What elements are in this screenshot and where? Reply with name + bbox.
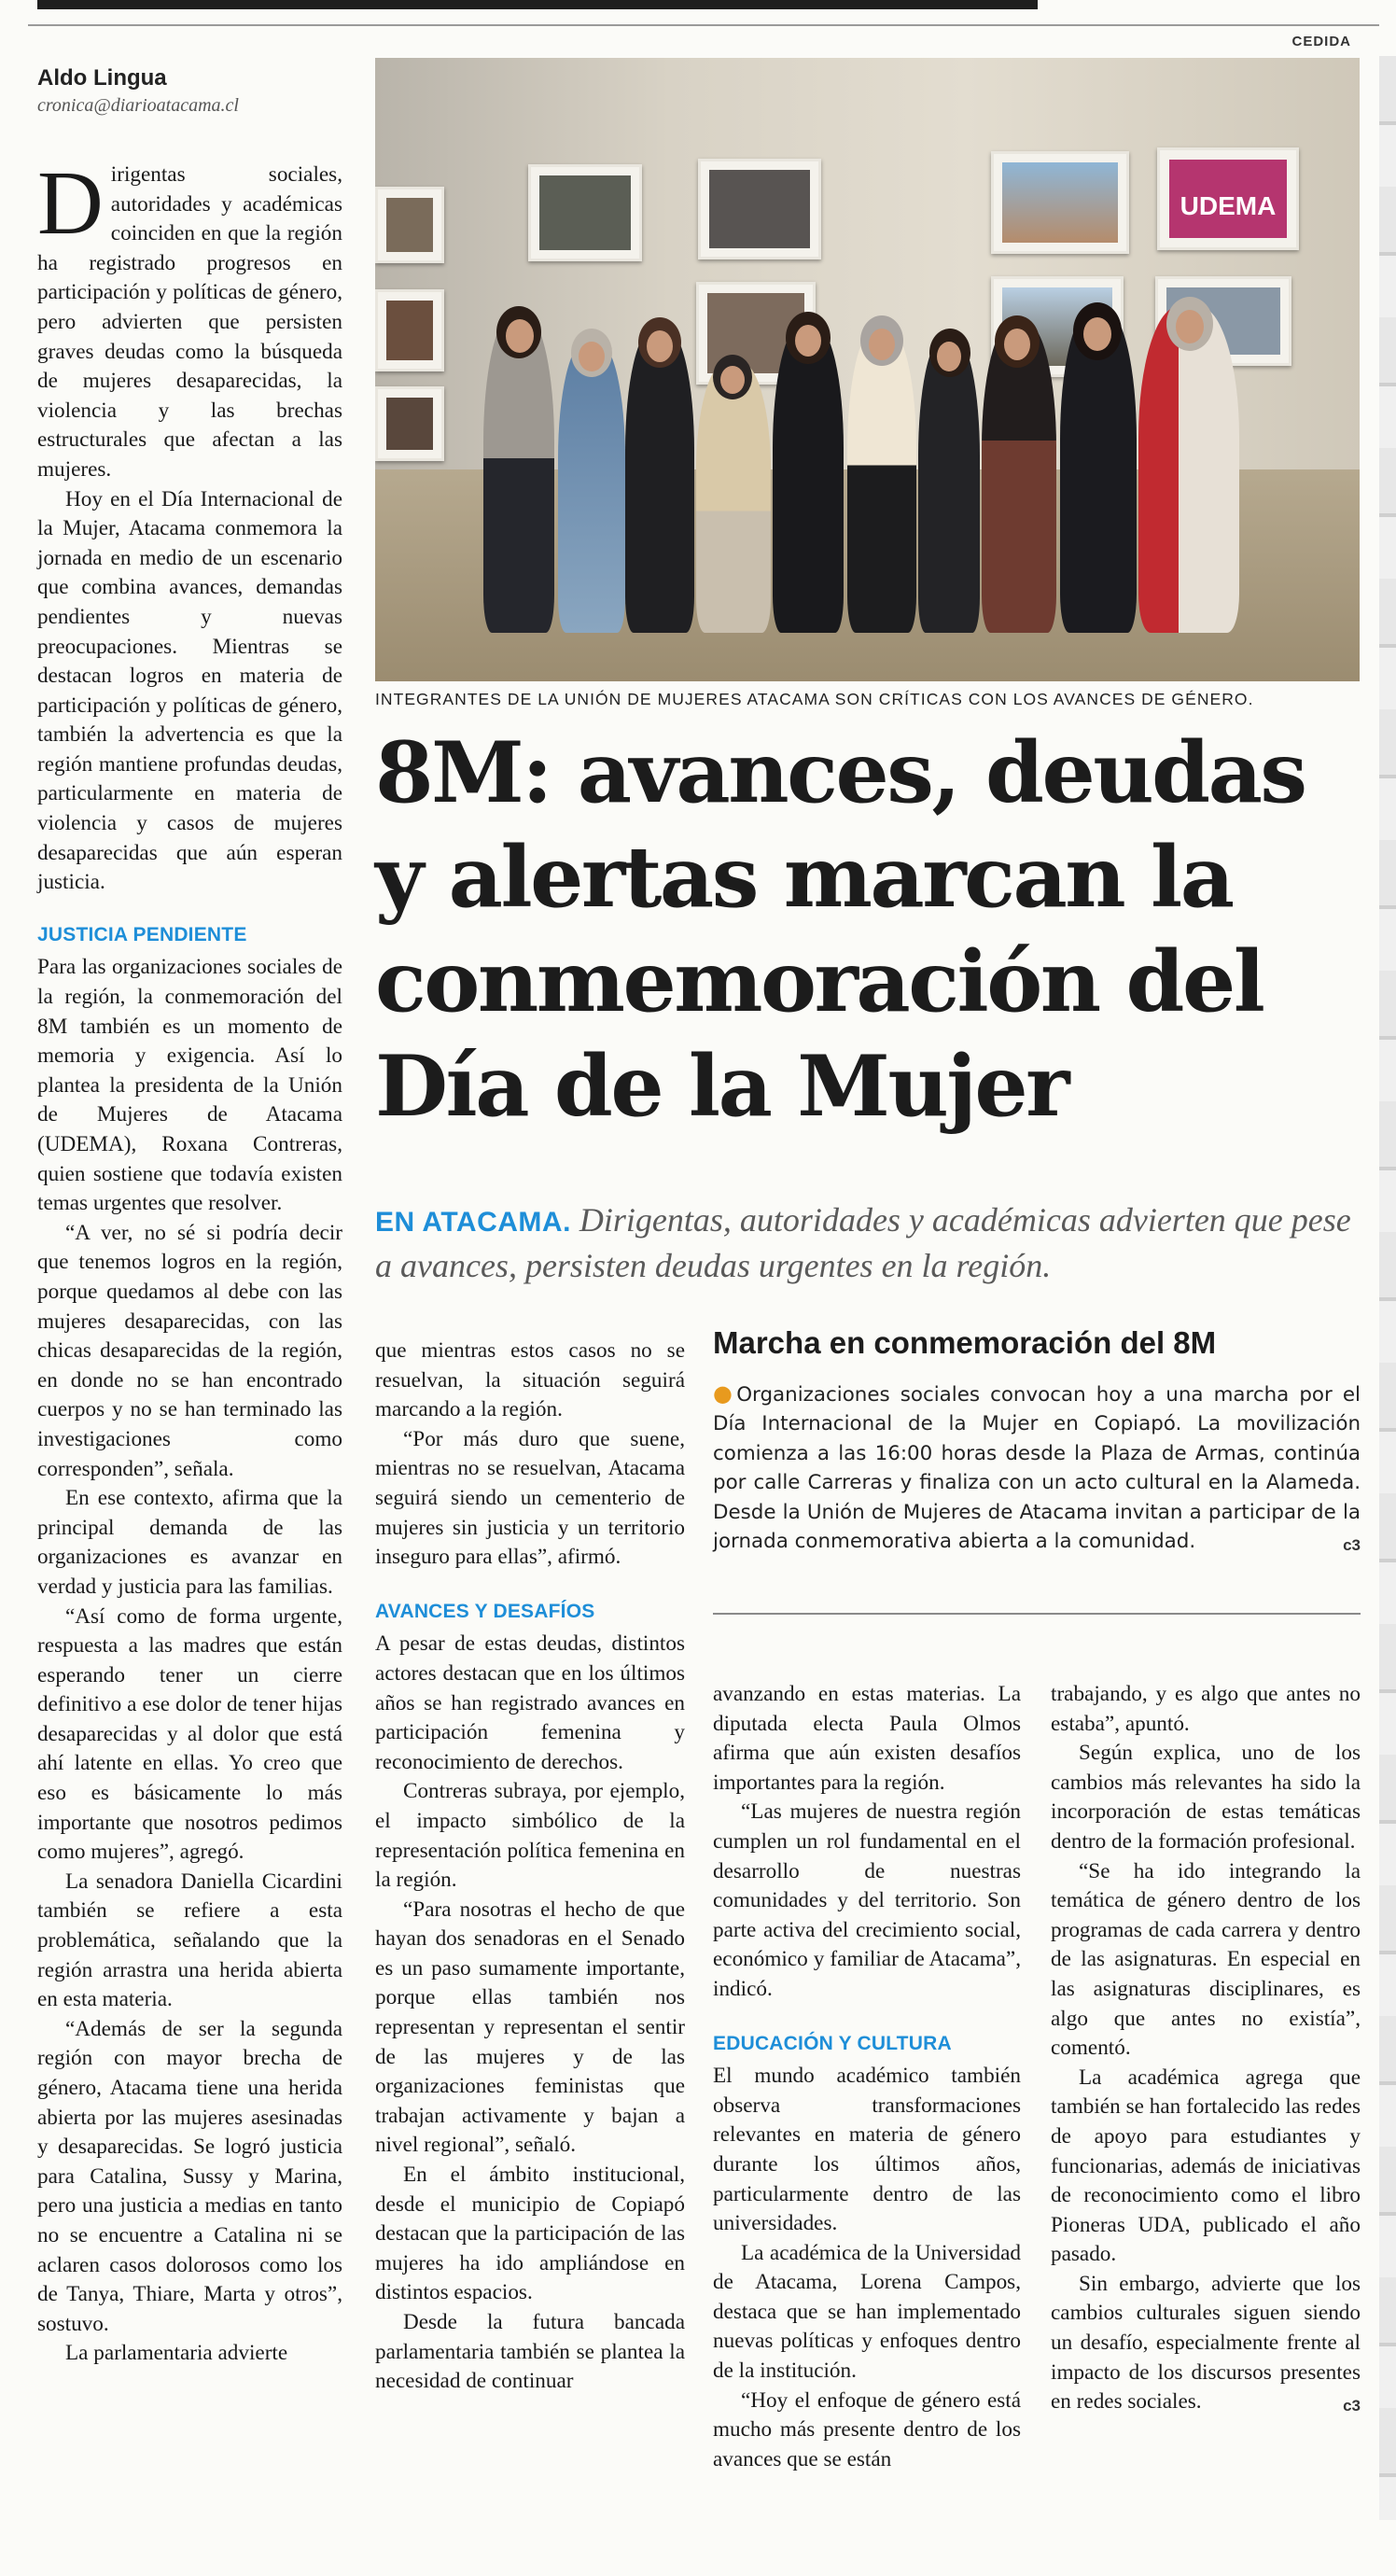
article-photo bbox=[375, 58, 1360, 681]
paragraph: “Se ha ido integrando la temática de género dentro de los programas de cada carrera y dentro de las asignaturas. En especial en las asignaturas disciplinares, es algo que antes no existía”, comentó. bbox=[1051, 1858, 1361, 2061]
paragraph: trabajando, y es algo que antes no estaba”, apuntó. bbox=[1051, 1682, 1361, 1736]
top-rule bbox=[28, 24, 1379, 26]
woman-figure bbox=[696, 362, 771, 633]
subhead-educacion: EDUCACIÓN Y CULTURA bbox=[713, 2032, 952, 2054]
woman-figure bbox=[483, 315, 554, 633]
paragraph: Contreras subraya, por ejemplo, el impacto simbólico de la representación política femenina en la región. bbox=[375, 1779, 685, 1893]
column-2 bbox=[375, 1337, 685, 2397]
deck-lead: EN ATACAMA. bbox=[375, 1207, 571, 1238]
woman-figure bbox=[1138, 306, 1239, 633]
exhibit-frame bbox=[1157, 147, 1299, 250]
column-3 bbox=[713, 1680, 1021, 2474]
subhead-justicia: JUSTICIA PENDIENTE bbox=[37, 923, 247, 945]
exhibit-frame bbox=[528, 164, 642, 261]
paragraph: En el ámbito institucional, desde el municipio de Copiapó destacan que la participación de las mujeres ha ido ampliándose en distintos espacios. bbox=[375, 2163, 685, 2305]
lead-text: irigentas sociales, autoridades y académicas coinciden en que la región ha registrado progresos en participación y políticas de género, pero advierten que persisten graves deudas como la búsqueda de mujeres desaparecidas, la violencia y las brechas estructurales que afectan a las mujeres. bbox=[37, 162, 342, 482]
paragraph: “A ver, no sé si podría decir que tenemos logros en la región, porque quedamos al debe con las mujeres desaparecidas, con las chicas desaparecidas de la región, en donde no se han encontrado cuerpos y no se han terminado las investigaciones como corresponden”, señala. bbox=[37, 1220, 342, 1481]
box-title: Marcha en conmemoración del 8M bbox=[713, 1325, 1217, 1360]
box-bottom-rule bbox=[713, 1613, 1361, 1615]
photo-credit: CEDIDA bbox=[1291, 34, 1351, 49]
exhibit-frame bbox=[991, 151, 1129, 254]
box-text: Organizaciones sociales convocan hoy a una marcha por el Día Internacional de la Mujer en Copiapó. La movilización comienza a las 16:00 horas desde la Plaza de Armas, continúa por calle Carreras y finaliza con un acto cultural en la Alameda. Desde la Unión de Mujeres de Atacama invitan a participar de la jornada conmemorativa abierta a la comunidad. bbox=[713, 1383, 1361, 1554]
subhead-avances: AVANCES Y DESAFÍOS bbox=[375, 1600, 595, 1622]
woman-head bbox=[786, 312, 831, 364]
paragraph: Desde la futura bancada parlamentaria también se plantea la necesidad de continuar bbox=[375, 2310, 685, 2394]
paragraph: “Las mujeres de nuestra región cumplen un rol fundamental en el desarrollo de nuestras comunidades y del territorio. Son parte activa del crecimiento social, económico y familiar de Atacama”, indicó. bbox=[713, 1799, 1021, 2001]
woman-head bbox=[1073, 302, 1122, 360]
drop-cap: D bbox=[37, 153, 104, 254]
paragraph: La académica de la Universidad de Atacama, Lorena Campos, destaca que se han implementado nuevas políticas y enfoques dentro de la institución. bbox=[713, 2240, 1021, 2384]
author-name: Aldo Lingua bbox=[37, 65, 167, 91]
woman-head bbox=[995, 315, 1040, 368]
paragraph: que mientras estos casos no se resuelvan, la situación seguirá marcando a la región. bbox=[375, 1338, 685, 1422]
end-mark-icon: c3 bbox=[1343, 1536, 1361, 1555]
woman-head bbox=[860, 315, 903, 366]
udema-banner-text: UDEMA bbox=[1169, 160, 1287, 238]
paragraph: “Para nosotras el hecho de que hayan dos senadoras en el Senado es un paso sumamente importante, porque ellas también nos representan y representan el sentir de las mujeres y de las organizaciones feministas que trabajan activamente y bajan a nivel regional”, señaló. bbox=[375, 1897, 685, 2158]
paragraph: La académica agrega que también se han fortalecido las redes de apoyo para estudiantes y funcionarias, además de iniciativas de reconocimiento como el libro Pioneras UDA, publicado el año pasado. bbox=[1051, 2065, 1361, 2267]
closing-text: Sin embargo, advierte que los cambios culturales siguen siendo un desafío, especialmente frente al impacto de los discursos presentes en redes sociales. bbox=[1051, 2271, 1361, 2415]
byline bbox=[37, 65, 239, 117]
adjacent-page-strip bbox=[1379, 56, 1396, 2520]
paragraph: avanzando en estas materias. La diputada electa Paula Olmos afirma que aún existen desafíos importantes para la región. bbox=[713, 1682, 1021, 1795]
deck-text: Dirigentas, autoridades y académicas advierten que pese a avances, persisten deudas urgentes en la región. bbox=[375, 1201, 1351, 1284]
woman-head bbox=[713, 355, 752, 399]
woman-figure bbox=[982, 323, 1056, 633]
woman-head bbox=[638, 317, 681, 368]
paragraph: El mundo académico también observa transformaciones relevantes en materia de género durante los últimos años, particularmente dentro de las universidades. bbox=[713, 2064, 1021, 2236]
woman-head bbox=[496, 306, 541, 358]
column-1 bbox=[37, 153, 342, 2369]
paragraph: Hoy en el Día Internacional de la Mujer, Atacama conmemora la jornada en medio de un escenario que combina avances, demandas pendientes y nuevas preocupaciones. Mientras se destacan logros en materia de participación y políticas de género, también la advertencia es que la región mantiene profundas deudas, particularmente en materia de violencia y casos de mujeres desaparecidas que aún esperan justicia. bbox=[37, 486, 342, 895]
exhibit-frame bbox=[375, 386, 444, 461]
author-email[interactable]: cronica@diarioatacama.cl bbox=[37, 95, 239, 116]
march-info-box bbox=[713, 1325, 1361, 1615]
paragraph bbox=[1051, 2270, 1361, 2417]
woman-figure bbox=[558, 342, 625, 633]
paragraph: “Así como de forma urgente, respuesta a las madres que están esperando tener un cierre definitivo a ese dolor de tener hijas desaparecidas y al dolor que está ahí latente en ellas. Yo creo que eso es básicamente lo más importante que nosotros pedimos como mujeres”, agregó. bbox=[37, 1603, 342, 1865]
lead-paragraph bbox=[37, 153, 342, 485]
paragraph: En ese contexto, afirma que la principal demanda de las organizaciones es avanzar en verdad y justicia para las familias. bbox=[37, 1486, 342, 1599]
paragraph: “Además de ser la segunda región con mayor brecha de género, Atacama tiene una herida abierta por las mujeres asesinadas y desaparecidas. Se logró justicia para Catalina, Sussy y Marina, pero una justicia a medias en tanto no se encuentre a Catalina ni se aclaren casos dolorosos como los de Tanya, Thiare, Marta y otros”, sostuvo. bbox=[37, 2016, 342, 2336]
end-mark-icon: c3 bbox=[1343, 2397, 1361, 2415]
headline: 8M: avances, deudas y alertas marcan la conmemoración del Día de la Mujer bbox=[375, 723, 1305, 1136]
exhibit-frame bbox=[375, 187, 444, 263]
woman-figure bbox=[918, 338, 980, 633]
paragraph: Para las organizaciones sociales de la región, la conmemoración del 8M también es un momento de memoria y exigencia. Así lo plantea la presidenta de la Unión de Mujeres de Atacama (UDEMA), Roxana Contreras, quien sostiene que todavía existen temas urgentes que resolver. bbox=[37, 955, 342, 1216]
photo-caption: INTEGRANTES DE LA UNIÓN DE MUJERES ATACAMA SON CRÍTICAS CON LOS AVANCES DE GÉNERO. bbox=[375, 690, 1254, 708]
paragraph: La senadora Daniella Cicardini también se refiere a esta problemática, señalando que la región arrastra una herida abierta en esta materia. bbox=[37, 1869, 342, 2012]
bullet-dot-icon: ● bbox=[713, 1380, 737, 1407]
paragraph: Según explica, uno de los cambios más relevantes ha sido la incorporación de estas temáticas dentro de la formación profesional. bbox=[1051, 1741, 1361, 1854]
woman-figure bbox=[773, 325, 844, 633]
woman-head bbox=[1166, 297, 1213, 351]
woman-head bbox=[929, 329, 970, 377]
paragraph: “Hoy el enfoque de género está mucho más presente dentro de los avances que se están bbox=[713, 2387, 1021, 2471]
box-body bbox=[713, 1379, 1361, 1556]
paragraph: “Por más duro que suene, mientras no se resuelvan, Atacama seguirá siendo un cementerio de mujeres sin justicia y un territorio inseguro para ellas”, afirmó. bbox=[375, 1426, 685, 1570]
paragraph: A pesar de estas deudas, distintos actores destacan que en los últimos años se han registrado avances en participación femenina y reconocimiento de derechos. bbox=[375, 1631, 685, 1774]
woman-head bbox=[571, 329, 612, 377]
exhibit-frame bbox=[375, 289, 444, 371]
woman-figure bbox=[625, 329, 694, 633]
paragraph: La parlamentaria advierte bbox=[65, 2341, 288, 2366]
deck bbox=[375, 1198, 1364, 1287]
woman-figure bbox=[847, 329, 916, 633]
column-4 bbox=[1051, 1680, 1361, 2421]
masthead-bar bbox=[37, 0, 1038, 9]
exhibit-frame bbox=[698, 159, 821, 259]
